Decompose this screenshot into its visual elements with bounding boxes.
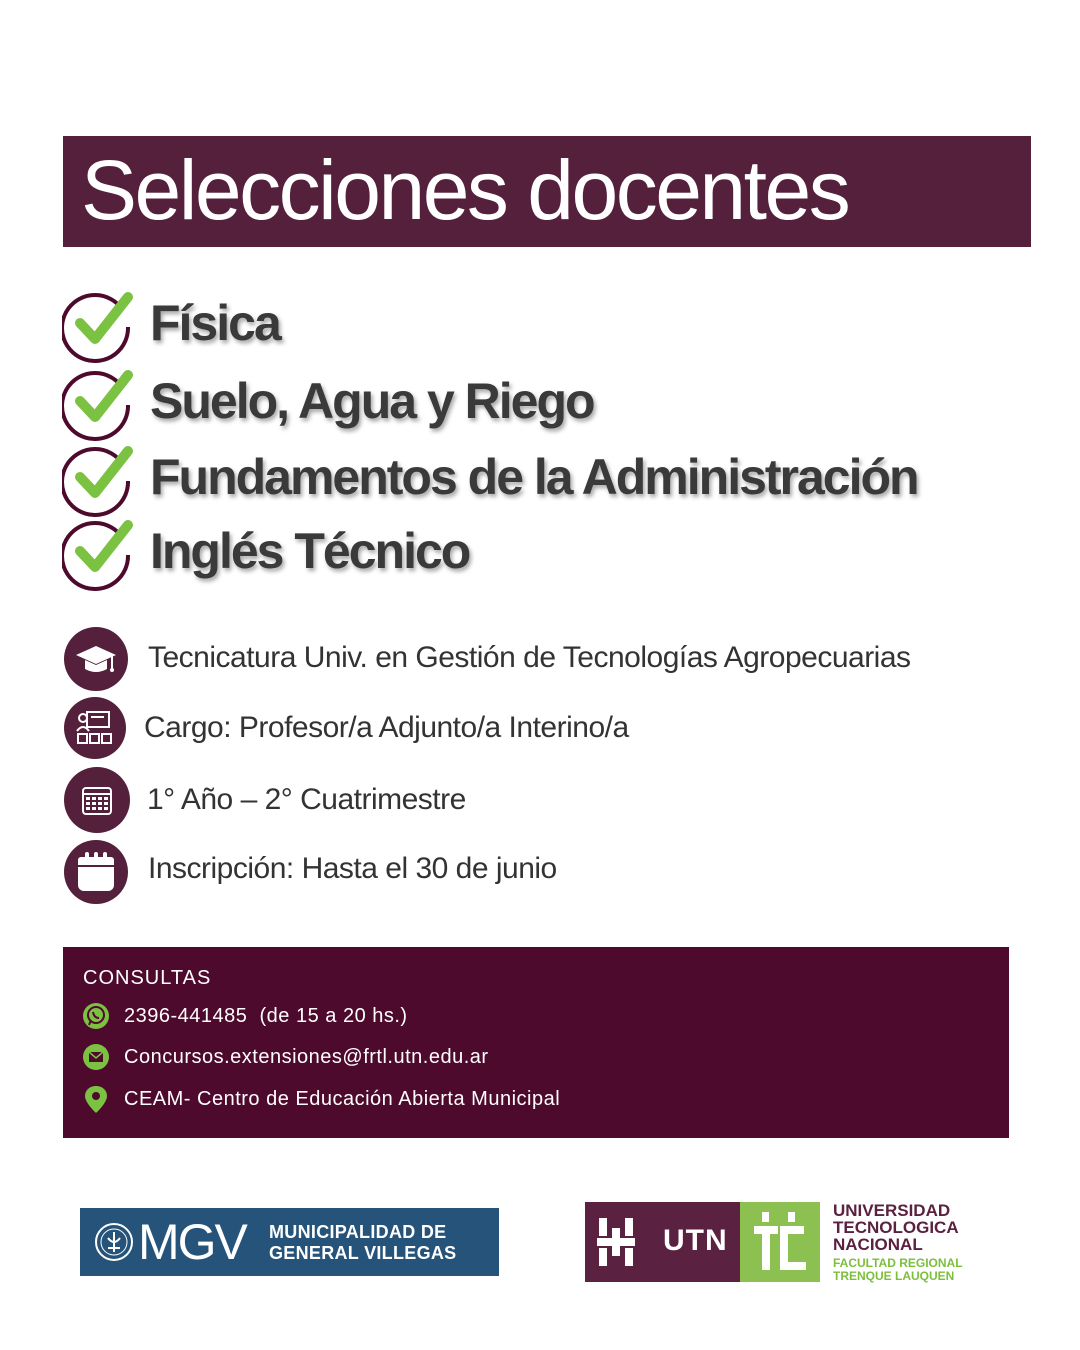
contact-phone[interactable]	[81, 1001, 981, 1031]
contact-title: CONSULTAS	[83, 967, 212, 989]
utn-emblem-panel	[585, 1202, 740, 1282]
utn-logo	[585, 1202, 980, 1282]
mgv-logo	[80, 1208, 499, 1276]
subject-label: Fundamentos de la Administración	[150, 449, 918, 505]
utn-faculty-line: TRENQUE LAUQUEN	[833, 1269, 955, 1283]
detail-text: Cargo: Profesor/a Adjunto/a Interino/a	[144, 711, 629, 744]
email-icon	[81, 1042, 111, 1072]
contact-text: CEAM- Centro de Educación Abierta Municipal	[124, 1088, 561, 1110]
utn-name-line: UNIVERSIDAD	[833, 1201, 951, 1220]
contact-text: Concursos.extensiones@frtl.utn.edu.ar	[124, 1046, 489, 1068]
mgv-line: GENERAL VILLEGAS	[269, 1243, 457, 1263]
check-circle-icon	[62, 365, 138, 441]
municipal-seal-icon	[94, 1222, 134, 1262]
frtl-emblem-icon	[740, 1202, 820, 1282]
detail-row-deadline	[64, 840, 1044, 904]
title-banner	[63, 136, 1031, 247]
subject-item	[62, 441, 1052, 517]
contact-text: 2396-441485 (de 15 a 20 hs.)	[124, 1005, 408, 1027]
location-pin-icon	[81, 1084, 111, 1114]
contact-email[interactable]	[81, 1042, 981, 1072]
subject-item	[62, 287, 1052, 363]
contact-address[interactable]	[81, 1084, 981, 1114]
utn-emblem-icon	[585, 1202, 655, 1282]
contact-box	[63, 947, 1009, 1138]
calendar-icon	[64, 840, 128, 904]
detail-text: Inscripción: Hasta el 30 de junio	[148, 852, 557, 885]
whatsapp-icon	[81, 1001, 111, 1031]
page-title: Selecciones docentes	[81, 143, 849, 237]
graduation-cap-icon	[64, 627, 128, 691]
utn-name-line: TECNOLOGICA	[833, 1218, 959, 1237]
teacher-presentation-icon	[64, 697, 126, 759]
subject-label: Física	[150, 295, 280, 351]
subject-item	[62, 365, 1052, 441]
subject-label: Suelo, Agua y Riego	[150, 373, 594, 429]
detail-row-career	[64, 627, 1044, 691]
detail-text: 1° Año – 2° Cuatrimestre	[147, 783, 466, 816]
detail-row-position	[64, 697, 1044, 761]
check-circle-icon	[62, 515, 138, 591]
subject-item	[62, 515, 1052, 591]
utn-name-line: NACIONAL	[833, 1235, 923, 1254]
calendar-grid-icon	[64, 767, 130, 833]
detail-text: Tecnicatura Univ. en Gestión de Tecnologías Agropecuarias	[148, 641, 911, 674]
detail-row-year	[64, 767, 1044, 831]
check-circle-icon	[62, 441, 138, 517]
utn-wordmark: UTN	[663, 1224, 728, 1257]
mgv-line: MUNICIPALIDAD DE	[269, 1222, 447, 1242]
check-circle-icon	[62, 287, 138, 363]
mgv-wordmark: MGV	[138, 1214, 246, 1270]
utn-faculty-line: FACULTAD REGIONAL	[833, 1256, 963, 1270]
subject-label: Inglés Técnico	[150, 523, 470, 579]
